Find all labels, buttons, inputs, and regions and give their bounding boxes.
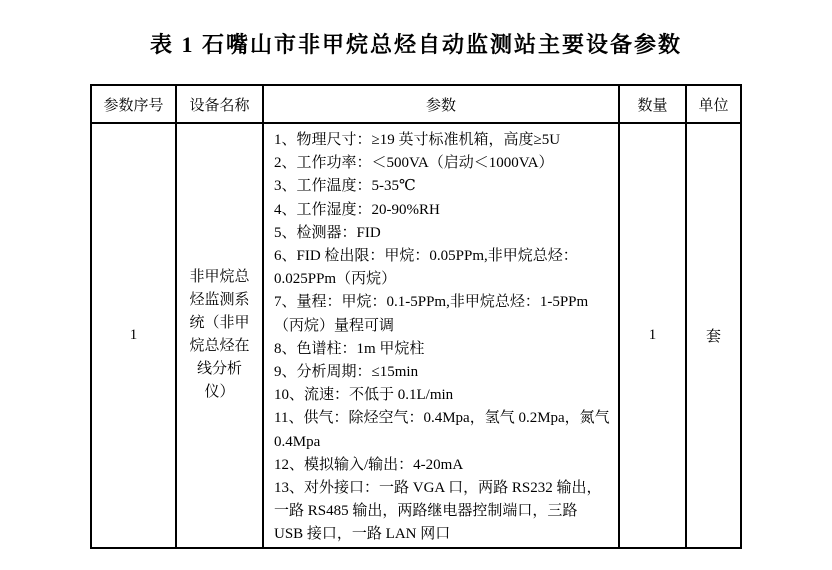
col-header-parameters: 参数: [263, 85, 619, 123]
col-header-unit: 单位: [686, 85, 741, 123]
parameter-item: 2、工作功率：＜500VA（启动＜1000VA）: [274, 155, 554, 172]
cell-parameters: [263, 123, 619, 548]
parameter-item: 1、物理尺寸：≥19 英寸标准机箱，高度≥5U: [274, 132, 561, 148]
parameter-item: 7、量程：甲烷：0.1-5PPm,非甲烷总烃：1-5PPm（丙烷）量程可调: [274, 294, 589, 334]
parameter-item: 11、供气：除烃空气：0.4Mpa，氢气 0.2Mpa，氮气 0.4Mpa: [274, 410, 610, 450]
col-header-param-index: 参数序号: [91, 85, 176, 123]
table-header-row: [91, 85, 741, 123]
parameter-item: 4、工作湿度：20-90%RH: [274, 201, 440, 218]
cell-quantity: 1: [619, 123, 686, 548]
parameter-item: 13、对外接口：一路 VGA 口，两路 RS232 输出，一路 RS485 输出，两路继电器控制端口，三路 USB 接口，一路 LAN 网口: [274, 480, 602, 543]
parameter-item: 6、FID 检出限：甲烷：0.05PPm,非甲烷总烃：0.025PPm（丙烷）: [274, 248, 578, 288]
equipment-parameters-table: [90, 84, 742, 549]
col-header-device-name: 设备名称: [176, 85, 263, 123]
cell-device-name: 非甲烷总烃监测系统（非甲烷总烃在线分析仪）: [176, 123, 263, 548]
parameter-item: 10、流速：不低于 0.1L/min: [274, 387, 454, 404]
parameter-item: 9、分析周期：≤15min: [274, 364, 419, 381]
cell-param-index: 1: [91, 123, 176, 548]
parameter-item: 12、模拟输入/输出：4-20mA: [274, 456, 464, 473]
parameter-item: 3、工作温度：5-35℃: [274, 178, 416, 195]
table-title: 表 1 石嘴山市非甲烷总烃自动监测站主要设备参数: [149, 32, 682, 57]
parameter-item: 5、检测器：FID: [274, 224, 381, 241]
parameter-item: 8、色谱柱：1m 甲烷柱: [274, 340, 425, 357]
table-row: [91, 123, 741, 548]
col-header-quantity: 数量: [619, 85, 686, 123]
cell-unit: 套: [686, 123, 741, 548]
